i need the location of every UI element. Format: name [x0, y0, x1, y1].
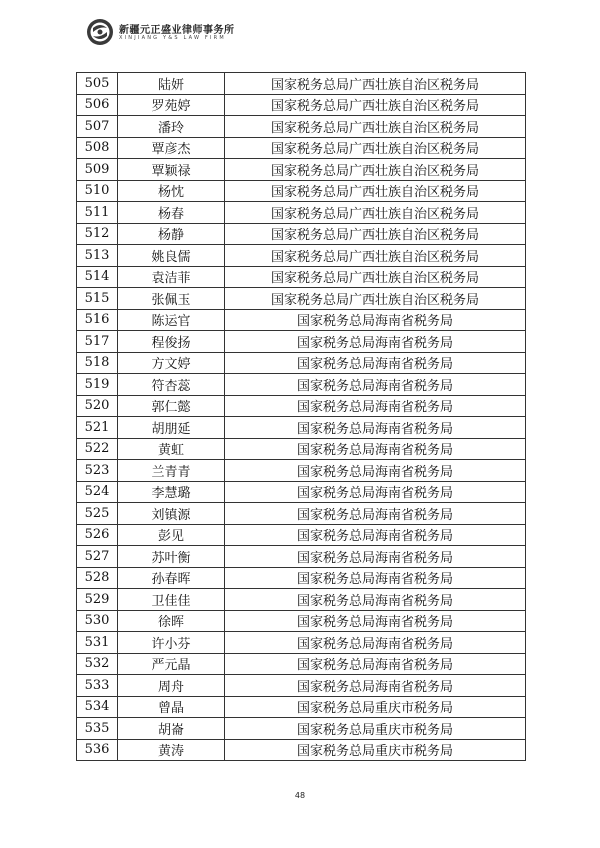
name-cell: 徐晖 [118, 610, 225, 632]
organization-cell: 国家税务总局广西壮族自治区税务局 [225, 245, 526, 267]
organization-cell: 国家税务总局广西壮族自治区税务局 [225, 266, 526, 288]
table-row [77, 417, 526, 439]
table-row [77, 546, 526, 568]
table-row [77, 159, 526, 181]
table-row [77, 137, 526, 159]
organization-cell: 国家税务总局广西壮族自治区税务局 [225, 137, 526, 159]
page-header [86, 18, 386, 50]
row-number-cell: 520 [77, 395, 118, 417]
row-number-cell: 536 [77, 739, 118, 761]
table-row [77, 245, 526, 267]
organization-cell: 国家税务总局广西壮族自治区税务局 [225, 159, 526, 181]
name-cell: 许小芬 [118, 632, 225, 654]
organization-cell: 国家税务总局海南省税务局 [225, 653, 526, 675]
organization-cell: 国家税务总局广西壮族自治区税务局 [225, 180, 526, 202]
name-cell: 陈运官 [118, 309, 225, 331]
organization-cell: 国家税务总局广西壮族自治区税务局 [225, 202, 526, 224]
table-row [77, 610, 526, 632]
name-cell: 姚良儒 [118, 245, 225, 267]
name-cell: 兰青青 [118, 460, 225, 482]
name-cell: 符杏蕊 [118, 374, 225, 396]
organization-cell: 国家税务总局海南省税务局 [225, 589, 526, 611]
organization-cell: 国家税务总局海南省税务局 [225, 675, 526, 697]
organization-cell: 国家税务总局重庆市税务局 [225, 696, 526, 718]
name-cell: 杨静 [118, 223, 225, 245]
row-number-cell: 523 [77, 460, 118, 482]
name-cell: 陆妍 [118, 73, 225, 95]
table-row [77, 696, 526, 718]
name-cell: 覃颖禄 [118, 159, 225, 181]
name-cell: 潘玲 [118, 116, 225, 138]
organization-cell: 国家税务总局海南省税务局 [225, 438, 526, 460]
table-row [77, 718, 526, 740]
table-row [77, 223, 526, 245]
organization-cell: 国家税务总局广西壮族自治区税务局 [225, 116, 526, 138]
table-row [77, 266, 526, 288]
organization-cell: 国家税务总局海南省税务局 [225, 352, 526, 374]
table-row [77, 374, 526, 396]
row-number-cell: 510 [77, 180, 118, 202]
name-cell: 胡朋延 [118, 417, 225, 439]
table-row [77, 395, 526, 417]
name-cell: 袁洁菲 [118, 266, 225, 288]
table-row [77, 503, 526, 525]
organization-cell: 国家税务总局广西壮族自治区税务局 [225, 73, 526, 95]
name-cell: 罗苑婷 [118, 94, 225, 116]
row-number-cell: 527 [77, 546, 118, 568]
roster-table [76, 72, 526, 761]
table-row [77, 352, 526, 374]
name-cell: 苏叶衡 [118, 546, 225, 568]
organization-cell: 国家税务总局海南省税务局 [225, 546, 526, 568]
row-number-cell: 513 [77, 245, 118, 267]
row-number-cell: 508 [77, 137, 118, 159]
row-number-cell: 533 [77, 675, 118, 697]
organization-cell: 国家税务总局海南省税务局 [225, 567, 526, 589]
row-number-cell: 531 [77, 632, 118, 654]
organization-cell: 国家税务总局海南省税务局 [225, 632, 526, 654]
row-number-cell: 522 [77, 438, 118, 460]
row-number-cell: 518 [77, 352, 118, 374]
name-cell: 杨春 [118, 202, 225, 224]
table-row [77, 116, 526, 138]
table-row [77, 309, 526, 331]
table-row [77, 632, 526, 654]
organization-cell: 国家税务总局重庆市税务局 [225, 718, 526, 740]
firm-name-en: XINJIANG Y&S LAW FIRM [119, 35, 226, 41]
row-number-cell: 507 [77, 116, 118, 138]
table-row [77, 589, 526, 611]
organization-cell: 国家税务总局海南省税务局 [225, 331, 526, 353]
row-number-cell: 514 [77, 266, 118, 288]
name-cell: 卫佳佳 [118, 589, 225, 611]
organization-cell: 国家税务总局海南省税务局 [225, 610, 526, 632]
organization-cell: 国家税务总局海南省税务局 [225, 524, 526, 546]
row-number-cell: 526 [77, 524, 118, 546]
table-row [77, 653, 526, 675]
table-row [77, 73, 526, 95]
name-cell: 李慧璐 [118, 481, 225, 503]
row-number-cell: 519 [77, 374, 118, 396]
row-number-cell: 524 [77, 481, 118, 503]
row-number-cell: 525 [77, 503, 118, 525]
row-number-cell: 512 [77, 223, 118, 245]
row-number-cell: 506 [77, 94, 118, 116]
row-number-cell: 529 [77, 589, 118, 611]
name-cell: 胡崙 [118, 718, 225, 740]
organization-cell: 国家税务总局海南省税务局 [225, 309, 526, 331]
row-number-cell: 509 [77, 159, 118, 181]
name-cell: 黄虹 [118, 438, 225, 460]
table-row [77, 524, 526, 546]
page-number: 48 [294, 791, 306, 800]
organization-cell: 国家税务总局海南省税务局 [225, 460, 526, 482]
name-cell: 覃彦杰 [118, 137, 225, 159]
row-number-cell: 521 [77, 417, 118, 439]
row-number-cell: 535 [77, 718, 118, 740]
table-row [77, 180, 526, 202]
row-number-cell: 516 [77, 309, 118, 331]
organization-cell: 国家税务总局海南省税务局 [225, 481, 526, 503]
organization-cell: 国家税务总局重庆市税务局 [225, 739, 526, 761]
table-row [77, 438, 526, 460]
name-cell: 程俊扬 [118, 331, 225, 353]
name-cell: 周舟 [118, 675, 225, 697]
name-cell: 杨忱 [118, 180, 225, 202]
name-cell: 孙春晖 [118, 567, 225, 589]
name-cell: 彭见 [118, 524, 225, 546]
name-cell: 黄涛 [118, 739, 225, 761]
name-cell: 郭仁懿 [118, 395, 225, 417]
row-number-cell: 528 [77, 567, 118, 589]
row-number-cell: 532 [77, 653, 118, 675]
row-number-cell: 534 [77, 696, 118, 718]
organization-cell: 国家税务总局广西壮族自治区税务局 [225, 288, 526, 310]
table-row [77, 567, 526, 589]
table-row [77, 202, 526, 224]
row-number-cell: 517 [77, 331, 118, 353]
table-row [77, 675, 526, 697]
row-number-cell: 511 [77, 202, 118, 224]
table-row [77, 94, 526, 116]
organization-cell: 国家税务总局海南省税务局 [225, 374, 526, 396]
name-cell: 曾晶 [118, 696, 225, 718]
roster-table-body [77, 73, 526, 761]
row-number-cell: 530 [77, 610, 118, 632]
organization-cell: 国家税务总局广西壮族自治区税务局 [225, 223, 526, 245]
name-cell: 刘镇源 [118, 503, 225, 525]
organization-cell: 国家税务总局海南省税务局 [225, 417, 526, 439]
name-cell: 严元晶 [118, 653, 225, 675]
firm-name: 新疆元正盛业律师事务所 [119, 25, 235, 36]
table-row [77, 481, 526, 503]
row-number-cell: 515 [77, 288, 118, 310]
organization-cell: 国家税务总局海南省税务局 [225, 395, 526, 417]
firm-logo-icon [86, 18, 114, 46]
row-number-cell: 505 [77, 73, 118, 95]
name-cell: 张佩玉 [118, 288, 225, 310]
organization-cell: 国家税务总局广西壮族自治区税务局 [225, 94, 526, 116]
table-row [77, 460, 526, 482]
table-row [77, 331, 526, 353]
table-row [77, 288, 526, 310]
name-cell: 方文婷 [118, 352, 225, 374]
table-row [77, 739, 526, 761]
organization-cell: 国家税务总局海南省税务局 [225, 503, 526, 525]
